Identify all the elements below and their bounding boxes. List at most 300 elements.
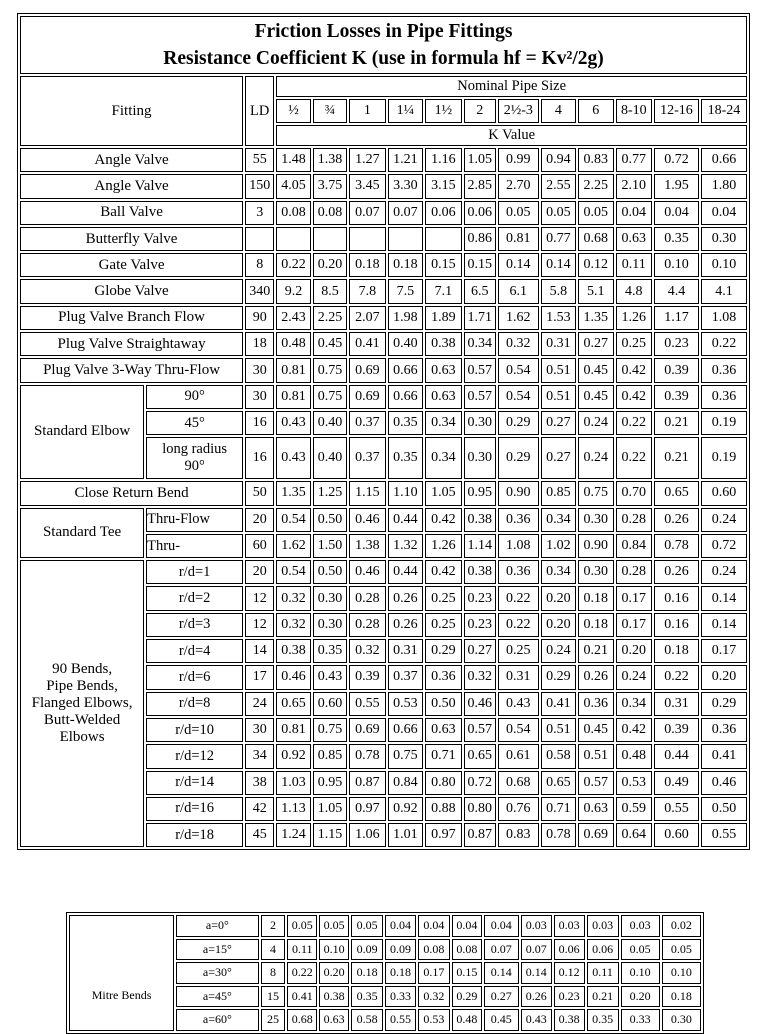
pipe-size-header: 12-16 — [654, 99, 699, 123]
k-value: 1.38 — [349, 534, 386, 558]
ld-value: 3 — [245, 201, 274, 225]
fitting-name: Globe Valve — [20, 279, 243, 303]
k-value: 0.05 — [287, 915, 317, 937]
k-value: 0.25 — [425, 586, 462, 610]
k-value: 0.30 — [313, 586, 347, 610]
title-line-2: Resistance Coefficient K (use in formula hf = Kv²/2g) — [163, 48, 604, 69]
k-value: 0.51 — [541, 718, 576, 742]
k-value: 0.30 — [464, 437, 496, 479]
table-row — [20, 148, 747, 172]
k-value: 2.43 — [276, 306, 310, 330]
k-value: 0.69 — [578, 823, 613, 847]
k-value: 0.99 — [498, 148, 539, 172]
k-value: 1.10 — [388, 481, 423, 505]
fitting-subtype: r/d=6 — [146, 665, 243, 689]
k-value: 0.95 — [313, 771, 347, 795]
k-value: 0.17 — [418, 962, 450, 984]
ld-value: 90 — [245, 306, 274, 330]
k-value: 0.06 — [554, 939, 585, 961]
k-value: 0.18 — [662, 986, 701, 1008]
k-value: 0.39 — [654, 718, 699, 742]
k-value: 2.07 — [349, 306, 386, 330]
k-value: 0.32 — [349, 639, 386, 663]
k-value: 0.28 — [616, 560, 653, 584]
k-value: 0.68 — [498, 771, 539, 795]
k-value: 0.08 — [418, 939, 450, 961]
k-value: 0.66 — [388, 718, 423, 742]
k-value: 4.8 — [616, 279, 653, 303]
k-value: 0.45 — [578, 358, 613, 382]
k-value: 0.09 — [351, 939, 383, 961]
k-value: 0.12 — [578, 253, 613, 277]
k-value: 3.30 — [388, 174, 423, 198]
pipe-size-header: 1½ — [425, 99, 462, 123]
k-value: 0.36 — [498, 508, 539, 532]
k-value: 0.34 — [425, 411, 462, 435]
k-value: 0.38 — [276, 639, 310, 663]
k-value: 0.29 — [452, 986, 482, 1008]
k-value: 1.89 — [425, 306, 462, 330]
k-value: 0.57 — [464, 385, 496, 409]
k-value: 0.15 — [464, 253, 496, 277]
k-value: 0.22 — [616, 411, 653, 435]
ld-value: 50 — [245, 481, 274, 505]
pipe-size-header: 8-10 — [616, 99, 653, 123]
k-value: 0.75 — [313, 358, 347, 382]
k-value: 0.39 — [654, 385, 699, 409]
k-value: 0.16 — [654, 613, 699, 637]
k-value: 0.54 — [276, 508, 310, 532]
k-value: 0.08 — [313, 201, 347, 225]
k-value: 0.28 — [349, 586, 386, 610]
k-value: 1.25 — [313, 481, 347, 505]
k-value: 0.39 — [654, 358, 699, 382]
k-value: 0.35 — [388, 437, 423, 479]
k-value: 0.35 — [388, 411, 423, 435]
k-value: 0.85 — [313, 744, 347, 768]
k-value: 0.53 — [388, 692, 423, 716]
fitting-subtype: r/d=2 — [146, 586, 243, 610]
k-value: 0.10 — [662, 962, 701, 984]
k-value: 1.32 — [388, 534, 423, 558]
k-value: 0.26 — [578, 665, 613, 689]
k-value: 0.30 — [662, 1009, 701, 1031]
k-value: 0.84 — [616, 534, 653, 558]
fitting-group-elbow: Standard Elbow — [20, 385, 144, 480]
table-row — [20, 201, 747, 225]
ld-value: 17 — [245, 665, 274, 689]
pipe-size-header: 2 — [464, 99, 496, 123]
k-value: 0.32 — [276, 613, 310, 637]
k-value — [388, 227, 423, 251]
k-value: 0.42 — [616, 385, 653, 409]
k-value: 0.90 — [498, 481, 539, 505]
k-value: 0.68 — [578, 227, 613, 251]
k-value: 0.07 — [484, 939, 519, 961]
pipe-size-header: 4 — [541, 99, 576, 123]
ld-value: 20 — [245, 560, 274, 584]
k-value: 0.31 — [498, 665, 539, 689]
k-value: 0.14 — [498, 253, 539, 277]
k-value: 0.42 — [425, 508, 462, 532]
k-value: 0.18 — [578, 586, 613, 610]
k-value: 0.03 — [554, 915, 585, 937]
k-value: 0.24 — [701, 560, 747, 584]
ld-value: 12 — [245, 613, 274, 637]
k-value: 0.40 — [388, 332, 423, 356]
k-value: 0.88 — [425, 797, 462, 821]
k-value: 0.18 — [654, 639, 699, 663]
k-value: 0.77 — [616, 148, 653, 172]
k-value: 0.08 — [452, 939, 482, 961]
ld-value: 38 — [245, 771, 274, 795]
k-value: 0.63 — [319, 1009, 349, 1031]
table-row — [20, 358, 747, 382]
k-value: 2.70 — [498, 174, 539, 198]
ld-value: 60 — [245, 534, 274, 558]
k-value: 0.43 — [313, 665, 347, 689]
k-value: 0.63 — [425, 358, 462, 382]
ld-value: 150 — [245, 174, 274, 198]
k-value: 1.62 — [276, 534, 310, 558]
k-value: 0.05 — [319, 915, 349, 937]
ld-value: 30 — [245, 385, 274, 409]
k-value: 6.5 — [464, 279, 496, 303]
k-value: 0.27 — [541, 437, 576, 479]
table-row — [20, 279, 747, 303]
k-value: 0.36 — [701, 385, 747, 409]
k-value: 0.65 — [276, 692, 310, 716]
k-value: 0.60 — [313, 692, 347, 716]
k-value-header: K Value — [276, 125, 747, 146]
ld-header: LD — [245, 76, 274, 146]
fitting-name: Angle Valve — [20, 174, 243, 198]
k-value: 0.14 — [521, 962, 552, 984]
k-value: 0.57 — [464, 358, 496, 382]
k-value: 0.51 — [541, 385, 576, 409]
fitting-name: Plug Valve Branch Flow — [20, 306, 243, 330]
k-value: 0.97 — [349, 797, 386, 821]
k-value: 0.34 — [464, 332, 496, 356]
k-value: 1.24 — [276, 823, 310, 847]
k-value: 1.05 — [313, 797, 347, 821]
fitting-name: Gate Valve — [20, 253, 243, 277]
k-value: 0.18 — [349, 253, 386, 277]
fitting-subtype: r/d=1 — [146, 560, 243, 584]
fitting-name: Close Return Bend — [20, 481, 243, 505]
k-value: 0.38 — [464, 560, 496, 584]
mitre-angle: a=0° — [176, 915, 258, 937]
k-value: 0.60 — [654, 823, 699, 847]
mitre-angle: a=45° — [176, 986, 258, 1008]
k-value: 0.05 — [351, 915, 383, 937]
k-value: 0.92 — [276, 744, 310, 768]
pipe-size-header: ½ — [276, 99, 310, 123]
fitting-group-tee: Standard Tee — [20, 508, 144, 559]
k-value: 4.1 — [701, 279, 747, 303]
k-value: 0.19 — [701, 437, 747, 479]
k-value: 0.54 — [498, 385, 539, 409]
k-value: 0.55 — [385, 1009, 416, 1031]
k-value: 0.75 — [388, 744, 423, 768]
k-value: 0.46 — [276, 665, 310, 689]
k-value: 0.43 — [276, 437, 310, 479]
fitting-subtype: r/d=10 — [146, 718, 243, 742]
k-value: 0.17 — [701, 639, 747, 663]
nominal-size-header: Nominal Pipe Size — [276, 76, 747, 97]
k-value: 0.21 — [654, 411, 699, 435]
k-value: 0.55 — [349, 692, 386, 716]
k-value: 0.95 — [464, 481, 496, 505]
k-value: 0.26 — [388, 613, 423, 637]
k-value: 0.45 — [313, 332, 347, 356]
fitting-name: Butterfly Valve — [20, 227, 243, 251]
fitting-subtype: 90° — [146, 385, 243, 409]
k-value: 0.69 — [349, 385, 386, 409]
k-value: 0.25 — [616, 332, 653, 356]
k-value: 0.10 — [621, 962, 660, 984]
k-value: 1.08 — [498, 534, 539, 558]
k-value: 0.32 — [498, 332, 539, 356]
k-value: 0.35 — [351, 986, 383, 1008]
mitre-bends-table — [66, 912, 704, 1034]
pipe-size-header: 2½-3 — [498, 99, 539, 123]
k-value: 3.15 — [425, 174, 462, 198]
k-value: 0.22 — [616, 437, 653, 479]
fitting-subtype: r/d=12 — [146, 744, 243, 768]
k-value — [313, 227, 347, 251]
k-value: 0.04 — [484, 915, 519, 937]
k-value: 0.04 — [418, 915, 450, 937]
k-value: 0.04 — [385, 915, 416, 937]
k-value: 0.42 — [616, 358, 653, 382]
ld-value: 34 — [245, 744, 274, 768]
k-value: 0.02 — [662, 915, 701, 937]
k-value: 3.75 — [313, 174, 347, 198]
k-value: 0.14 — [484, 962, 519, 984]
k-value: 0.54 — [498, 358, 539, 382]
k-value: 0.83 — [498, 823, 539, 847]
k-value: 0.07 — [521, 939, 552, 961]
bends-label-line: 90 Bends, — [52, 661, 113, 678]
ld-value: 20 — [245, 508, 274, 532]
table-title — [20, 16, 747, 74]
k-value: 0.05 — [662, 939, 701, 961]
k-value: 0.17 — [616, 586, 653, 610]
k-value: 0.63 — [425, 718, 462, 742]
k-value: 0.05 — [541, 201, 576, 225]
k-value: 0.21 — [654, 437, 699, 479]
mitre-angle: a=15° — [176, 939, 258, 961]
k-value: 0.68 — [287, 1009, 317, 1031]
k-value: 0.11 — [287, 939, 317, 961]
k-value: 1.15 — [349, 481, 386, 505]
k-value: 0.46 — [464, 692, 496, 716]
k-value: 0.75 — [578, 481, 613, 505]
k-value: 0.55 — [701, 823, 747, 847]
k-value: 0.71 — [541, 797, 576, 821]
k-value: 0.44 — [388, 508, 423, 532]
k-value: 0.27 — [484, 986, 519, 1008]
k-value: 0.61 — [498, 744, 539, 768]
k-value: 0.60 — [701, 481, 747, 505]
mitre-angle: a=60° — [176, 1009, 258, 1031]
k-value: 0.04 — [616, 201, 653, 225]
k-value: 1.26 — [616, 306, 653, 330]
k-value: 0.53 — [418, 1009, 450, 1031]
k-value: 0.46 — [349, 508, 386, 532]
mitre-row — [69, 915, 701, 937]
k-value: 0.23 — [464, 613, 496, 637]
k-value: 0.23 — [464, 586, 496, 610]
k-value: 0.80 — [425, 771, 462, 795]
ld-value: 340 — [245, 279, 274, 303]
k-value: 0.81 — [276, 718, 310, 742]
k-value: 2.85 — [464, 174, 496, 198]
k-value: 0.09 — [385, 939, 416, 961]
k-value: 0.07 — [349, 201, 386, 225]
k-value: 0.33 — [621, 1009, 660, 1031]
k-value: 0.36 — [425, 665, 462, 689]
table-row — [20, 253, 747, 277]
ld-value: 24 — [245, 692, 274, 716]
friction-loss-table — [17, 13, 750, 850]
k-value: 0.54 — [498, 718, 539, 742]
k-value: 0.38 — [425, 332, 462, 356]
k-value: 0.25 — [425, 613, 462, 637]
bends-label-line: Butt-Welded — [43, 712, 121, 729]
k-value: 0.38 — [319, 986, 349, 1008]
k-value: 0.63 — [425, 385, 462, 409]
k-value: 0.34 — [425, 437, 462, 479]
k-value: 0.17 — [616, 613, 653, 637]
k-value: 0.20 — [319, 962, 349, 984]
k-value: 0.03 — [587, 915, 619, 937]
k-value: 1.02 — [541, 534, 576, 558]
k-value: 0.58 — [351, 1009, 383, 1031]
k-value: 0.23 — [554, 986, 585, 1008]
k-value: 0.90 — [578, 534, 613, 558]
k-value: 0.59 — [616, 797, 653, 821]
table-row — [20, 227, 747, 251]
k-value: 0.72 — [464, 771, 496, 795]
k-value: 0.21 — [587, 986, 619, 1008]
k-value: 0.19 — [701, 411, 747, 435]
k-value: 0.71 — [425, 744, 462, 768]
k-value: 0.20 — [621, 986, 660, 1008]
k-value: 0.48 — [452, 1009, 482, 1031]
k-value: 0.65 — [654, 481, 699, 505]
k-value: 0.31 — [388, 639, 423, 663]
k-value: 1.13 — [276, 797, 310, 821]
ld-value: 8 — [245, 253, 274, 277]
pipe-size-header: 18-24 — [701, 99, 747, 123]
k-value: 0.37 — [349, 411, 386, 435]
mitre-label-text: Mitre Bends — [91, 988, 152, 1002]
ld-value: 30 — [245, 718, 274, 742]
k-value: 0.58 — [541, 744, 576, 768]
k-value: 0.55 — [654, 797, 699, 821]
k-value: 0.24 — [701, 508, 747, 532]
fitting-name: Angle Valve — [20, 148, 243, 172]
k-value: 1.62 — [498, 306, 539, 330]
fitting-subtype: 45° — [146, 411, 243, 435]
k-value: 0.28 — [616, 508, 653, 532]
ld-value: 55 — [245, 148, 274, 172]
k-value: 0.40 — [313, 437, 347, 479]
ld-value: 45 — [245, 823, 274, 847]
k-value: 0.48 — [616, 744, 653, 768]
k-value: 0.78 — [654, 534, 699, 558]
ld-value: 4 — [261, 939, 286, 961]
k-value: 0.83 — [578, 148, 613, 172]
fitting-subtype: Thru- — [146, 534, 243, 558]
k-value: 0.29 — [425, 639, 462, 663]
subtype-line: 90° — [184, 458, 205, 475]
k-value: 1.03 — [276, 771, 310, 795]
k-value: 1.35 — [578, 306, 613, 330]
k-value: 2.25 — [313, 306, 347, 330]
mitre-group-label — [69, 915, 174, 1031]
k-value: 0.41 — [541, 692, 576, 716]
k-value: 0.30 — [578, 508, 613, 532]
k-value: 0.78 — [349, 744, 386, 768]
table-row — [20, 332, 747, 356]
k-value: 0.07 — [388, 201, 423, 225]
k-value: 0.81 — [276, 358, 310, 382]
k-value: 0.30 — [464, 411, 496, 435]
pipe-size-header: 1¼ — [388, 99, 423, 123]
k-value: 0.75 — [313, 385, 347, 409]
k-value: 0.57 — [464, 718, 496, 742]
k-value: 0.69 — [349, 358, 386, 382]
k-value: 0.45 — [484, 1009, 519, 1031]
k-value: 0.27 — [541, 411, 576, 435]
k-value: 1.05 — [425, 481, 462, 505]
k-value: 0.51 — [578, 744, 613, 768]
k-value: 0.05 — [498, 201, 539, 225]
k-value: 1.16 — [425, 148, 462, 172]
k-value: 0.50 — [313, 508, 347, 532]
k-value: 0.15 — [425, 253, 462, 277]
k-value: 1.26 — [425, 534, 462, 558]
subtype-line: long radius — [162, 441, 228, 458]
ld-value: 2 — [261, 915, 286, 937]
k-value: 0.15 — [452, 962, 482, 984]
k-value: 0.35 — [313, 639, 347, 663]
k-value: 0.20 — [616, 639, 653, 663]
k-value: 0.34 — [541, 508, 576, 532]
k-value: 4.4 — [654, 279, 699, 303]
k-value: 1.80 — [701, 174, 747, 198]
k-value: 0.45 — [578, 718, 613, 742]
k-value: 1.95 — [654, 174, 699, 198]
k-value: 4.05 — [276, 174, 310, 198]
k-value: 0.28 — [349, 613, 386, 637]
k-value: 0.36 — [701, 718, 747, 742]
k-value: 0.06 — [464, 201, 496, 225]
k-value: 0.94 — [541, 148, 576, 172]
ld-value: 42 — [245, 797, 274, 821]
k-value: 0.87 — [349, 771, 386, 795]
k-value: 1.21 — [388, 148, 423, 172]
k-value: 5.8 — [541, 279, 576, 303]
k-value: 0.22 — [701, 332, 747, 356]
k-value: 0.22 — [287, 962, 317, 984]
k-value: 0.18 — [351, 962, 383, 984]
k-value: 0.76 — [498, 797, 539, 821]
k-value: 0.53 — [616, 771, 653, 795]
